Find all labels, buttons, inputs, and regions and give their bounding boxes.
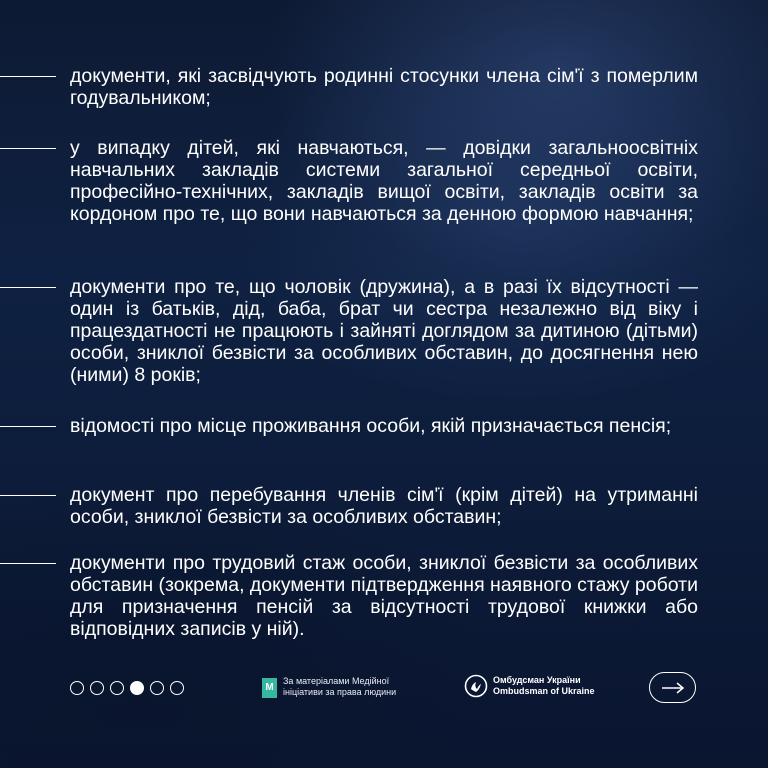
pagination-dots	[70, 681, 184, 695]
ombudsman-line-2: Ombudsman of Ukraine	[493, 686, 595, 696]
page-dot-1[interactable]	[70, 681, 84, 695]
bullet-rule	[0, 426, 56, 427]
ombudsman-credit	[464, 674, 595, 698]
ombudsman-emblem-icon	[464, 674, 488, 698]
bullet-rule	[0, 287, 56, 288]
arrow-right-icon	[661, 682, 685, 694]
partner-credit	[262, 676, 396, 698]
list-item-text: документи про те, що чоловік (дружина), а в разі їх відсутності — один із батьків, дід, баба, брат чи сестра незалежно від віку і працездатності не працюють і зайняті доглядом за дитиною (дітьми) особи, зниклої безвісти за особливих обставин, до досягнення нею (ними) 8 років;	[70, 276, 698, 386]
page-dot-4-active[interactable]	[130, 681, 144, 695]
partner-line-1: За матеріалами Медійної	[283, 676, 390, 686]
list-item-text: документи про трудовий стаж особи, зниклої безвісти за особливих обставин (зокрема, документи підтвердження наявного стажу роботи для призначення пенсій за відсутності трудової книжки або відповідних записів у ній).	[70, 552, 698, 640]
partner-line-2: ініціативи за права людини	[283, 687, 397, 697]
list-item-text: відомості про місце проживання особи, якій призначається пенсія;	[70, 415, 672, 437]
list-item-text: у випадку дітей, які навчаються, — довідки загальноосвітніх навчальних закладів системи загальної середньої освіти, професійно-технічних, закладів вищої освіти, закладів освіти за кордоном про те, що вони навчаються за денною формою навчання;	[70, 137, 698, 225]
page-dot-6[interactable]	[170, 681, 184, 695]
bullet-rule	[0, 495, 56, 496]
footer	[0, 666, 768, 716]
page-dot-3[interactable]	[110, 681, 124, 695]
page-dot-2[interactable]	[90, 681, 104, 695]
bullet-rule	[0, 148, 56, 149]
bullet-rule	[0, 563, 56, 564]
bullet-rule	[0, 76, 56, 77]
page-dot-5[interactable]	[150, 681, 164, 695]
list-item-text: документ про перебування членів сім'ї (крім дітей) на утриманні особи, зниклої безвісти за особливих обставин;	[70, 484, 698, 528]
list-item-text: документи, які засвідчують родинні стосунки члена сім'ї з померлим годувальником;	[70, 65, 698, 109]
ombudsman-line-1: Омбудсман України	[493, 675, 581, 685]
next-button[interactable]	[649, 672, 696, 703]
media-initiative-logo-icon: М	[262, 678, 277, 698]
